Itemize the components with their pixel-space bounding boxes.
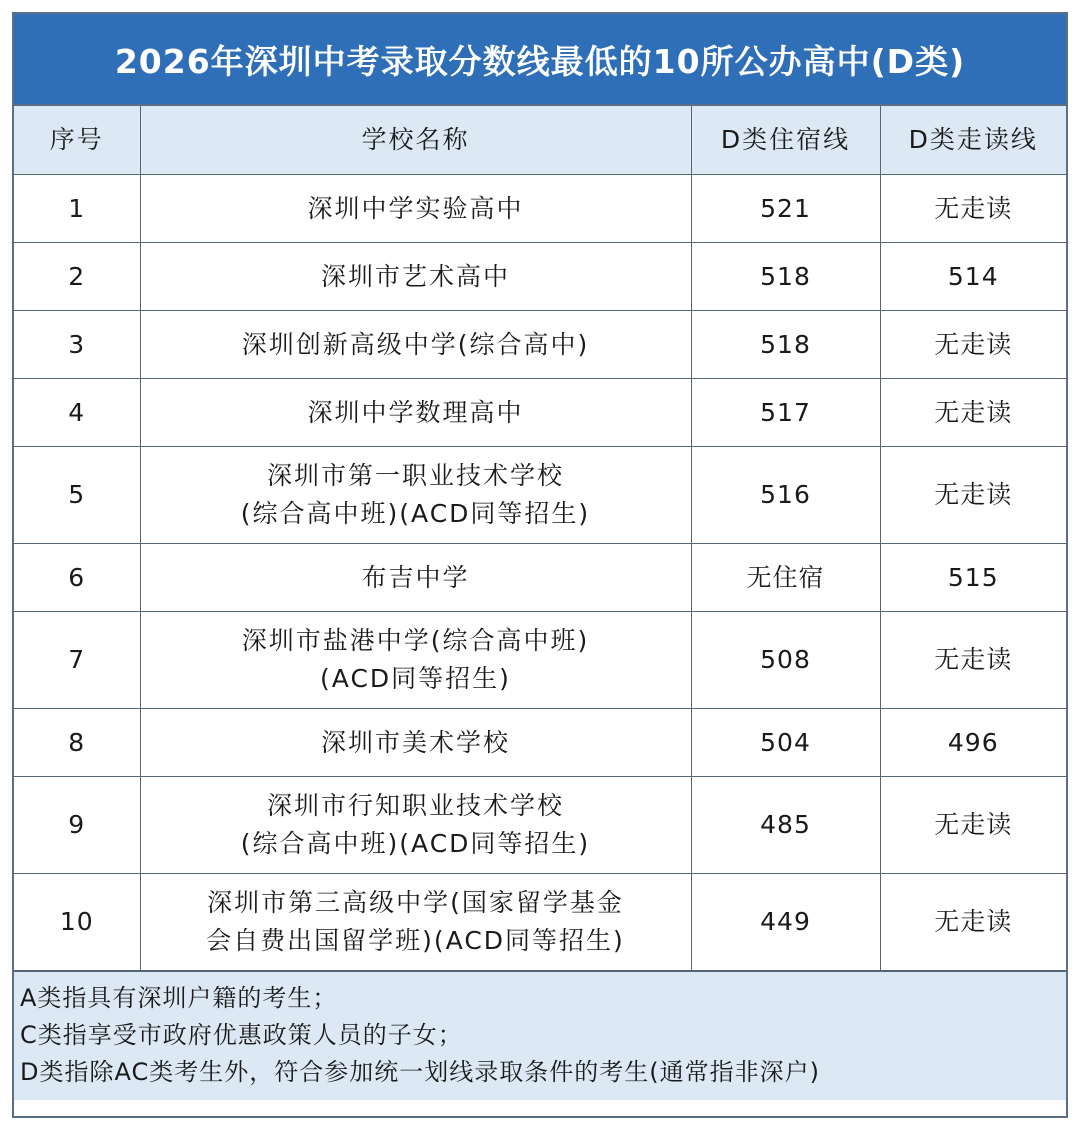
table-row — [14, 311, 1066, 379]
school-name-line1: 深圳中学数理高中 — [307, 397, 524, 427]
table-row — [14, 243, 1066, 311]
school-name — [140, 447, 691, 544]
header-boarding-line: D类住宿线 — [691, 106, 880, 175]
boarding-score: 449 — [691, 874, 880, 971]
school-name — [140, 874, 691, 971]
day-score: 无走读 — [880, 874, 1066, 971]
school-name-line1: 深圳市艺术高中 — [320, 261, 510, 291]
school-name — [140, 379, 691, 447]
row-index: 5 — [14, 447, 140, 544]
table-row — [14, 612, 1066, 709]
school-name-line1: 布吉中学 — [361, 562, 470, 592]
row-index: 1 — [14, 175, 140, 243]
boarding-score: 无住宿 — [691, 544, 880, 612]
school-name — [140, 544, 691, 612]
score-table — [14, 106, 1066, 971]
day-score: 无走读 — [880, 777, 1066, 874]
footnote-c: C类指享受市政府优惠政策人员的子女； — [20, 1021, 463, 1049]
day-score: 无走读 — [880, 447, 1066, 544]
row-index: 9 — [14, 777, 140, 874]
footnote-d: D类指除AC类考生外，符合参加统一划线录取条件的考生(通常指非深户) — [20, 1058, 820, 1086]
row-index: 10 — [14, 874, 140, 971]
row-index: 3 — [14, 311, 140, 379]
school-name-line2: (ACD同等招生) — [320, 664, 511, 693]
school-name — [140, 175, 691, 243]
table-row — [14, 777, 1066, 874]
table-row — [14, 709, 1066, 777]
score-table-card — [12, 12, 1068, 1118]
boarding-score: 504 — [691, 709, 880, 777]
boarding-score: 485 — [691, 777, 880, 874]
school-name-line1: 深圳中学实验高中 — [307, 193, 524, 223]
school-name — [140, 709, 691, 777]
table-header-row — [14, 106, 1066, 175]
school-name-line2: 会自费出国留学班)(ACD同等招生) — [206, 926, 625, 955]
school-name — [140, 311, 691, 379]
table-row — [14, 379, 1066, 447]
school-name-line1: 深圳创新高级中学(综合高中) — [241, 329, 590, 359]
table-row — [14, 175, 1066, 243]
row-index: 2 — [14, 243, 140, 311]
school-name-line2: (综合高中班)(ACD同等招生) — [240, 829, 591, 858]
school-name — [140, 612, 691, 709]
row-index: 8 — [14, 709, 140, 777]
table-row — [14, 874, 1066, 971]
boarding-score: 518 — [691, 243, 880, 311]
school-name-line1: 深圳市盐港中学(综合高中班) — [241, 626, 590, 655]
boarding-score: 508 — [691, 612, 880, 709]
day-score: 无走读 — [880, 612, 1066, 709]
day-score: 496 — [880, 709, 1066, 777]
day-score: 514 — [880, 243, 1066, 311]
boarding-score: 518 — [691, 311, 880, 379]
row-index: 7 — [14, 612, 140, 709]
school-name-line1: 深圳市第一职业技术学校 — [266, 461, 564, 490]
boarding-score: 517 — [691, 379, 880, 447]
boarding-score: 521 — [691, 175, 880, 243]
table-row — [14, 447, 1066, 544]
school-name — [140, 243, 691, 311]
header-day-line: D类走读线 — [880, 106, 1066, 175]
header-school: 学校名称 — [140, 106, 691, 175]
row-index: 6 — [14, 544, 140, 612]
day-score: 无走读 — [880, 175, 1066, 243]
day-score: 无走读 — [880, 379, 1066, 447]
footnote-a: A类指具有深圳户籍的考生； — [20, 984, 338, 1012]
day-score: 无走读 — [880, 311, 1066, 379]
table-title: 2026年深圳中考录取分数线最低的10所公办高中(D类) — [14, 14, 1066, 106]
school-name-line1: 深圳市美术学校 — [320, 727, 510, 757]
header-index: 序号 — [14, 106, 140, 175]
row-index: 4 — [14, 379, 140, 447]
table-row — [14, 544, 1066, 612]
school-name-line1: 深圳市行知职业技术学校 — [266, 791, 564, 820]
school-name — [140, 777, 691, 874]
school-name-line2: (综合高中班)(ACD同等招生) — [240, 499, 591, 528]
day-score: 515 — [880, 544, 1066, 612]
school-name-line1: 深圳市第三高级中学(国家留学基金 — [207, 888, 624, 917]
boarding-score: 516 — [691, 447, 880, 544]
footnotes — [14, 971, 1066, 1100]
